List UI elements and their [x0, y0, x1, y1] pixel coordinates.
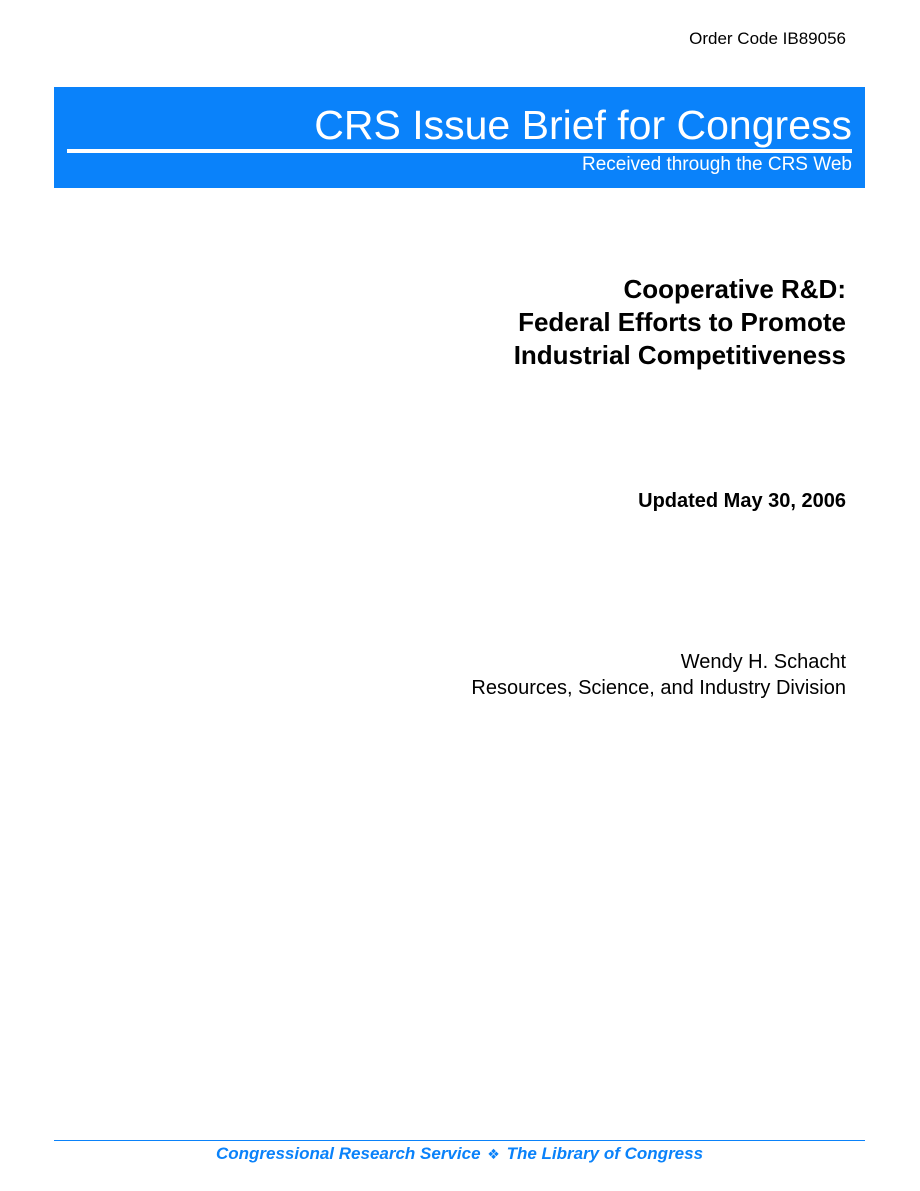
- report-title-line-2: Federal Efforts to Promote: [518, 307, 846, 337]
- order-code: Order Code IB89056: [689, 29, 846, 48]
- footer-loc: The Library of Congress: [506, 1144, 704, 1163]
- report-title: [246, 273, 846, 372]
- footer-rule: [54, 1140, 865, 1141]
- footer: [54, 1142, 865, 1167]
- report-title-line-3: Industrial Competitiveness: [513, 340, 846, 370]
- author-block: [471, 649, 846, 701]
- author-division: Resources, Science, and Industry Division: [471, 677, 846, 699]
- footer-crs: Congressional Research Service: [215, 1144, 481, 1163]
- diamond-separator-icon: ❖: [487, 1147, 500, 1163]
- crs-banner: [54, 87, 865, 188]
- report-title-line-1: Cooperative R&D:: [623, 274, 846, 304]
- author-name: Wendy H. Schacht: [680, 651, 846, 673]
- banner-title: CRS Issue Brief for Congress: [314, 102, 852, 148]
- banner-subtitle: Received through the CRS Web: [581, 154, 852, 175]
- updated-date: Updated May 30, 2006: [638, 490, 846, 512]
